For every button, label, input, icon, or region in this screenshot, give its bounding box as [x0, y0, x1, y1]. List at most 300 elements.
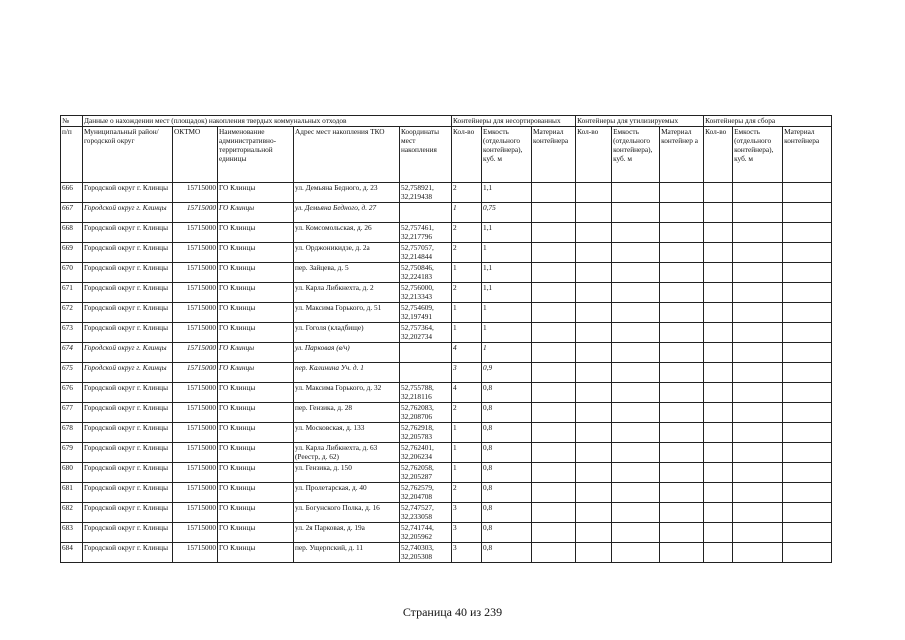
- recyclable-capacity-cell: [612, 443, 660, 463]
- collect-capacity-cell: [733, 543, 783, 563]
- recyclable-capacity-cell: [612, 203, 660, 223]
- address-column-header: Адрес мест накопления ТКО: [294, 127, 400, 183]
- oktmo-cell: 15715000: [173, 523, 218, 543]
- recyclable-material-cell: [660, 243, 704, 263]
- district-cell: Городской округ г. Клинцы: [83, 243, 173, 263]
- table-row: [61, 323, 832, 343]
- unsorted-material-cell: [532, 263, 576, 283]
- collect-count-cell: [704, 183, 733, 203]
- coords-cell: 52,756000, 32,213343: [400, 283, 452, 303]
- oktmo-cell: 15715000: [173, 543, 218, 563]
- recyclable-capacity-cell: [612, 503, 660, 523]
- address-cell: ул. Гоголя (кладбище): [294, 323, 400, 343]
- unsorted-count-cell: 3: [452, 543, 482, 563]
- collect-count-cell: [704, 323, 733, 343]
- recyclable-material-cell: [660, 303, 704, 323]
- district-cell: Городской округ г. Клинцы: [83, 483, 173, 503]
- address-cell: ул. Парковая (в/ч): [294, 343, 400, 363]
- collect-capacity-cell: [733, 363, 783, 383]
- collect-count-cell: [704, 383, 733, 403]
- unsorted-capacity-cell: 0,8: [482, 543, 532, 563]
- row-number-cell: 676: [61, 383, 83, 403]
- oktmo-cell: 15715000: [173, 323, 218, 343]
- collect-capacity-cell: [733, 423, 783, 443]
- unsorted-material-cell: [532, 403, 576, 423]
- collect-count-cell: [704, 283, 733, 303]
- recyclable-capacity-cell: [612, 303, 660, 323]
- coords-cell: 52,757057, 32,214844: [400, 243, 452, 263]
- unsorted-capacity-cell: 1: [482, 343, 532, 363]
- unsorted-capacity-cell: 1,1: [482, 283, 532, 303]
- coords-cell: 52,762918, 32,205783: [400, 423, 452, 443]
- coords-cell: 52,762401, 32,206234: [400, 443, 452, 463]
- recyclable-count-cell: [576, 523, 612, 543]
- collect-count-cell: [704, 443, 733, 463]
- collect-count-cell: [704, 483, 733, 503]
- coords-column-header: Координаты мест накопления: [400, 127, 452, 183]
- table-row: [61, 203, 832, 223]
- table-row: [61, 383, 832, 403]
- recyclable-count-header: Кол-во: [576, 127, 612, 183]
- recyclable-material-cell: [660, 403, 704, 423]
- admin-unit-cell: ГО Клинцы: [218, 523, 294, 543]
- recyclable-material-cell: [660, 383, 704, 403]
- collect-count-cell: [704, 403, 733, 423]
- collect-capacity-cell: [733, 443, 783, 463]
- recyclable-material-cell: [660, 203, 704, 223]
- district-cell: Городской округ г. Клинцы: [83, 383, 173, 403]
- collect-count-cell: [704, 503, 733, 523]
- unsorted-count-cell: 1: [452, 463, 482, 483]
- recyclable-capacity-cell: [612, 283, 660, 303]
- unsorted-count-cell: 3: [452, 363, 482, 383]
- recyclable-material-cell: [660, 283, 704, 303]
- recyclable-material-header: Материал контейнер а: [660, 127, 704, 183]
- unsorted-count-cell: 2: [452, 243, 482, 263]
- address-cell: пер. Гензика, д. 28: [294, 403, 400, 423]
- address-cell: пер. Ущерпский, д. 11: [294, 543, 400, 563]
- coords-cell: 52,757461, 32,217796: [400, 223, 452, 243]
- row-number-cell: 681: [61, 483, 83, 503]
- unsorted-capacity-cell: 0,8: [482, 483, 532, 503]
- row-number-cell: 673: [61, 323, 83, 343]
- district-cell: Городской округ г. Клинцы: [83, 323, 173, 343]
- admin-unit-cell: ГО Клинцы: [218, 363, 294, 383]
- district-cell: Городской округ г. Клинцы: [83, 343, 173, 363]
- unsorted-capacity-cell: 0,8: [482, 383, 532, 403]
- row-number-cell: 677: [61, 403, 83, 423]
- recyclable-capacity-cell: [612, 263, 660, 283]
- recyclable-material-cell: [660, 483, 704, 503]
- recyclable-count-cell: [576, 363, 612, 383]
- coords-cell: 52,755788, 32,218116: [400, 383, 452, 403]
- recyclable-count-cell: [576, 243, 612, 263]
- recyclable-count-cell: [576, 263, 612, 283]
- unsorted-count-cell: 2: [452, 483, 482, 503]
- recyclable-capacity-cell: [612, 363, 660, 383]
- collect-capacity-cell: [733, 503, 783, 523]
- recyclable-count-cell: [576, 223, 612, 243]
- recyclable-material-cell: [660, 523, 704, 543]
- table-row: [61, 443, 832, 463]
- row-number-cell: 670: [61, 263, 83, 283]
- recyclable-material-cell: [660, 423, 704, 443]
- address-cell: ул. Орджоникидзе, д. 2а: [294, 243, 400, 263]
- places-group-header: Данные о нахождении мест (площадок) накопления твердых коммунальных отходов: [83, 116, 452, 127]
- unsorted-material-cell: [532, 343, 576, 363]
- district-cell: Городской округ г. Клинцы: [83, 443, 173, 463]
- unsorted-count-cell: 1: [452, 443, 482, 463]
- coords-cell: 52,741744, 32,205962: [400, 523, 452, 543]
- unsorted-capacity-cell: 0,8: [482, 523, 532, 543]
- district-cell: Городской округ г. Клинцы: [83, 263, 173, 283]
- recyclable-capacity-cell: [612, 223, 660, 243]
- page-counter: Страница 40 из 239: [402, 605, 503, 619]
- row-number-cell: 683: [61, 523, 83, 543]
- row-number-cell: 675: [61, 363, 83, 383]
- coords-cell: [400, 363, 452, 383]
- collect-count-cell: [704, 423, 733, 443]
- row-number-cell: 669: [61, 243, 83, 263]
- collect-count-cell: [704, 303, 733, 323]
- recyclable-material-cell: [660, 363, 704, 383]
- oktmo-cell: 15715000: [173, 423, 218, 443]
- collect-count-cell: [704, 343, 733, 363]
- table-row: [61, 403, 832, 423]
- admin-unit-cell: ГО Клинцы: [218, 183, 294, 203]
- unsorted-capacity-cell: 1: [482, 323, 532, 343]
- tko-sites-table: [60, 115, 832, 563]
- collect-material-cell: [783, 283, 832, 303]
- unsorted-count-cell: 2: [452, 183, 482, 203]
- recyclable-capacity-cell: [612, 403, 660, 423]
- recyclable-capacity-cell: [612, 483, 660, 503]
- collect-count-cell: [704, 363, 733, 383]
- unsorted-count-cell: 1: [452, 203, 482, 223]
- unsorted-count-cell: 1: [452, 303, 482, 323]
- row-number-cell: 666: [61, 183, 83, 203]
- table-row: [61, 243, 832, 263]
- table-row: [61, 523, 832, 543]
- row-number-cell: 678: [61, 423, 83, 443]
- collect-material-cell: [783, 223, 832, 243]
- table-row: [61, 463, 832, 483]
- collect-count-cell: [704, 543, 733, 563]
- unsorted-material-cell: [532, 223, 576, 243]
- oktmo-cell: 15715000: [173, 483, 218, 503]
- coords-cell: 52,762083, 32,208706: [400, 403, 452, 423]
- recyclable-capacity-cell: [612, 323, 660, 343]
- unsorted-capacity-cell: 0,9: [482, 363, 532, 383]
- recyclable-capacity-cell: [612, 243, 660, 263]
- recyclable-count-cell: [576, 303, 612, 323]
- coords-cell: 52,750846, 32,224183: [400, 263, 452, 283]
- collect-capacity-cell: [733, 263, 783, 283]
- collect-material-cell: [783, 543, 832, 563]
- recyclable-capacity-cell: [612, 183, 660, 203]
- admin-unit-cell: ГО Клинцы: [218, 343, 294, 363]
- collect-capacity-cell: [733, 223, 783, 243]
- district-cell: Городской округ г. Клинцы: [83, 423, 173, 443]
- row-number-cell: 672: [61, 303, 83, 323]
- admin-unit-cell: ГО Клинцы: [218, 283, 294, 303]
- district-column-header: Муниципальный район/городской округ: [83, 127, 173, 183]
- coords-cell: [400, 203, 452, 223]
- collect-material-cell: [783, 383, 832, 403]
- district-cell: Городской округ г. Клинцы: [83, 503, 173, 523]
- row-number-cell: 671: [61, 283, 83, 303]
- collect-capacity-cell: [733, 303, 783, 323]
- unsorted-capacity-cell: 1,1: [482, 183, 532, 203]
- oktmo-cell: 15715000: [173, 363, 218, 383]
- unsorted-material-cell: [532, 523, 576, 543]
- unsorted-count-cell: 3: [452, 523, 482, 543]
- recyclable-capacity-cell: [612, 463, 660, 483]
- collect-capacity-cell: [733, 323, 783, 343]
- collect-material-cell: [783, 503, 832, 523]
- collect-material-cell: [783, 443, 832, 463]
- collect-group-header: Контейнеры для сбора: [704, 116, 832, 127]
- oktmo-cell: 15715000: [173, 223, 218, 243]
- table-row: [61, 503, 832, 523]
- unsorted-capacity-cell: 1: [482, 303, 532, 323]
- collect-material-cell: [783, 263, 832, 283]
- unsorted-material-cell: [532, 363, 576, 383]
- oktmo-cell: 15715000: [173, 303, 218, 323]
- collect-material-cell: [783, 343, 832, 363]
- address-cell: ул. Карла Либкнехта, д. 63 (Реестр, д. 62): [294, 443, 400, 463]
- recyclable-count-cell: [576, 343, 612, 363]
- collect-count-cell: [704, 243, 733, 263]
- row-number-cell: 679: [61, 443, 83, 463]
- collect-material-cell: [783, 423, 832, 443]
- recyclable-capacity-cell: [612, 423, 660, 443]
- recyclable-count-cell: [576, 383, 612, 403]
- admin-unit-cell: ГО Клинцы: [218, 223, 294, 243]
- unsorted-material-header: Материал контейнера: [532, 127, 576, 183]
- unsorted-material-cell: [532, 483, 576, 503]
- table-row: [61, 423, 832, 443]
- collect-capacity-cell: [733, 403, 783, 423]
- collect-material-cell: [783, 363, 832, 383]
- district-cell: Городской округ г. Клинцы: [83, 403, 173, 423]
- row-number-cell: 684: [61, 543, 83, 563]
- recyclable-count-cell: [576, 403, 612, 423]
- unsorted-count-cell: 4: [452, 383, 482, 403]
- unsorted-capacity-cell: 0,8: [482, 443, 532, 463]
- oktmo-cell: 15715000: [173, 383, 218, 403]
- collect-material-cell: [783, 203, 832, 223]
- unsorted-capacity-cell: 1: [482, 243, 532, 263]
- table-row: [61, 483, 832, 503]
- address-cell: ул. Богунского Полка, д. 16: [294, 503, 400, 523]
- collect-capacity-cell: [733, 203, 783, 223]
- recyclable-material-cell: [660, 183, 704, 203]
- recyclable-count-cell: [576, 463, 612, 483]
- row-number-cell: 674: [61, 343, 83, 363]
- unsorted-material-cell: [532, 503, 576, 523]
- recyclable-capacity-cell: [612, 343, 660, 363]
- recyclable-capacity-header: Емкость (отдельного контейнера), куб. м: [612, 127, 660, 183]
- unsorted-capacity-header: Емкость (отдельного контейнера), куб. м: [482, 127, 532, 183]
- district-cell: Городской округ г. Клинцы: [83, 463, 173, 483]
- unsorted-material-cell: [532, 203, 576, 223]
- coords-cell: 52,762058, 32,205287: [400, 463, 452, 483]
- table-row: [61, 303, 832, 323]
- unsorted-capacity-cell: 1,1: [482, 223, 532, 243]
- address-cell: ул. Пролетарская, д. 40: [294, 483, 400, 503]
- coords-cell: 52,757364, 32,202734: [400, 323, 452, 343]
- coords-cell: [400, 343, 452, 363]
- recyclable-group-header: Контейнеры для утилизируемых: [576, 116, 704, 127]
- collect-capacity-cell: [733, 483, 783, 503]
- admin-unit-cell: ГО Клинцы: [218, 403, 294, 423]
- collect-count-cell: [704, 203, 733, 223]
- num-sub-header: п/п: [61, 127, 83, 183]
- unsorted-material-cell: [532, 323, 576, 343]
- coords-cell: 52,740303, 32,205308: [400, 543, 452, 563]
- coords-cell: 52,762579, 32,204708: [400, 483, 452, 503]
- oktmo-cell: 15715000: [173, 183, 218, 203]
- unsorted-count-cell: 2: [452, 223, 482, 243]
- collect-count-cell: [704, 223, 733, 243]
- recyclable-material-cell: [660, 463, 704, 483]
- unsorted-count-cell: 2: [452, 283, 482, 303]
- unsorted-capacity-cell: 0,75: [482, 203, 532, 223]
- address-cell: ул. Демьяна Бедного, д. 27: [294, 203, 400, 223]
- unsorted-material-cell: [532, 183, 576, 203]
- oktmo-cell: 15715000: [173, 343, 218, 363]
- table-row: [61, 263, 832, 283]
- address-cell: ул. Московская, д. 133: [294, 423, 400, 443]
- collect-material-cell: [783, 523, 832, 543]
- district-cell: Городской округ г. Клинцы: [83, 543, 173, 563]
- address-cell: ул. Карла Либкнехта, д. 2: [294, 283, 400, 303]
- unsorted-material-cell: [532, 463, 576, 483]
- oktmo-cell: 15715000: [173, 443, 218, 463]
- address-cell: пер. Калинина Уч. д. 1: [294, 363, 400, 383]
- collect-capacity-cell: [733, 463, 783, 483]
- admin-unit-cell: ГО Клинцы: [218, 203, 294, 223]
- unsorted-count-cell: 4: [452, 343, 482, 363]
- recyclable-capacity-cell: [612, 383, 660, 403]
- table-row: [61, 363, 832, 383]
- collect-material-cell: [783, 403, 832, 423]
- collect-capacity-cell: [733, 343, 783, 363]
- admin-unit-column-header: Наименование административно-территориальной единицы: [218, 127, 294, 183]
- row-number-cell: 682: [61, 503, 83, 523]
- collect-capacity-cell: [733, 243, 783, 263]
- oktmo-cell: 15715000: [173, 403, 218, 423]
- admin-unit-cell: ГО Клинцы: [218, 483, 294, 503]
- collect-material-cell: [783, 463, 832, 483]
- address-cell: ул. Комсомольская, д. 26: [294, 223, 400, 243]
- collect-capacity-cell: [733, 383, 783, 403]
- recyclable-capacity-cell: [612, 543, 660, 563]
- coords-cell: 52,758921, 32,219438: [400, 183, 452, 203]
- collect-material-cell: [783, 483, 832, 503]
- recyclable-material-cell: [660, 443, 704, 463]
- table-body: [61, 183, 832, 563]
- recyclable-count-cell: [576, 203, 612, 223]
- admin-unit-cell: ГО Клинцы: [218, 443, 294, 463]
- unsorted-count-header: Кол-во: [452, 127, 482, 183]
- unsorted-capacity-cell: 0,8: [482, 463, 532, 483]
- table-row: [61, 543, 832, 563]
- district-cell: Городской округ г. Клинцы: [83, 223, 173, 243]
- unsorted-count-cell: 3: [452, 503, 482, 523]
- recyclable-count-cell: [576, 503, 612, 523]
- admin-unit-cell: ГО Клинцы: [218, 543, 294, 563]
- recyclable-material-cell: [660, 503, 704, 523]
- recyclable-count-cell: [576, 183, 612, 203]
- unsorted-capacity-cell: 1,1: [482, 263, 532, 283]
- district-cell: Городской округ г. Клинцы: [83, 303, 173, 323]
- unsorted-material-cell: [532, 383, 576, 403]
- admin-unit-cell: ГО Клинцы: [218, 243, 294, 263]
- recyclable-count-cell: [576, 443, 612, 463]
- recyclable-material-cell: [660, 223, 704, 243]
- coords-cell: 52,754609, 32,197491: [400, 303, 452, 323]
- collect-capacity-cell: [733, 523, 783, 543]
- admin-unit-cell: ГО Клинцы: [218, 463, 294, 483]
- table-row: [61, 183, 832, 203]
- unsorted-material-cell: [532, 543, 576, 563]
- collect-material-cell: [783, 303, 832, 323]
- row-number-cell: 667: [61, 203, 83, 223]
- district-cell: Городской округ г. Клинцы: [83, 203, 173, 223]
- recyclable-count-cell: [576, 543, 612, 563]
- recyclable-count-cell: [576, 423, 612, 443]
- recyclable-material-cell: [660, 543, 704, 563]
- collect-material-cell: [783, 323, 832, 343]
- recyclable-material-cell: [660, 323, 704, 343]
- address-cell: ул. 2я Парковая, д. 19а: [294, 523, 400, 543]
- district-cell: Городской округ г. Клинцы: [83, 523, 173, 543]
- oktmo-cell: 15715000: [173, 463, 218, 483]
- unsorted-material-cell: [532, 443, 576, 463]
- recyclable-material-cell: [660, 263, 704, 283]
- table-row: [61, 283, 832, 303]
- admin-unit-cell: ГО Клинцы: [218, 423, 294, 443]
- oktmo-cell: 15715000: [173, 503, 218, 523]
- num-header: №: [61, 116, 83, 127]
- district-cell: Городской округ г. Клинцы: [83, 183, 173, 203]
- collect-count-cell: [704, 263, 733, 283]
- collect-count-cell: [704, 463, 733, 483]
- table-row: [61, 223, 832, 243]
- collect-material-cell: [783, 243, 832, 263]
- collect-count-header: Кол-во: [704, 127, 733, 183]
- unsorted-capacity-cell: 0,8: [482, 503, 532, 523]
- recyclable-material-cell: [660, 343, 704, 363]
- recyclable-count-cell: [576, 323, 612, 343]
- unsorted-count-cell: 1: [452, 323, 482, 343]
- recyclable-capacity-cell: [612, 523, 660, 543]
- collect-capacity-cell: [733, 183, 783, 203]
- admin-unit-cell: ГО Клинцы: [218, 503, 294, 523]
- admin-unit-cell: ГО Клинцы: [218, 323, 294, 343]
- collect-capacity-header: Емкость (отдельного контейнера), куб. м: [733, 127, 783, 183]
- address-cell: ул. Гензика, д. 150: [294, 463, 400, 483]
- row-number-cell: 668: [61, 223, 83, 243]
- unsorted-material-cell: [532, 283, 576, 303]
- collect-material-header: Материал контейнера: [783, 127, 832, 183]
- recyclable-count-cell: [576, 483, 612, 503]
- unsorted-capacity-cell: 0,8: [482, 403, 532, 423]
- address-cell: пер. Зайцева, д. 5: [294, 263, 400, 283]
- coords-cell: 52,747527, 32,233058: [400, 503, 452, 523]
